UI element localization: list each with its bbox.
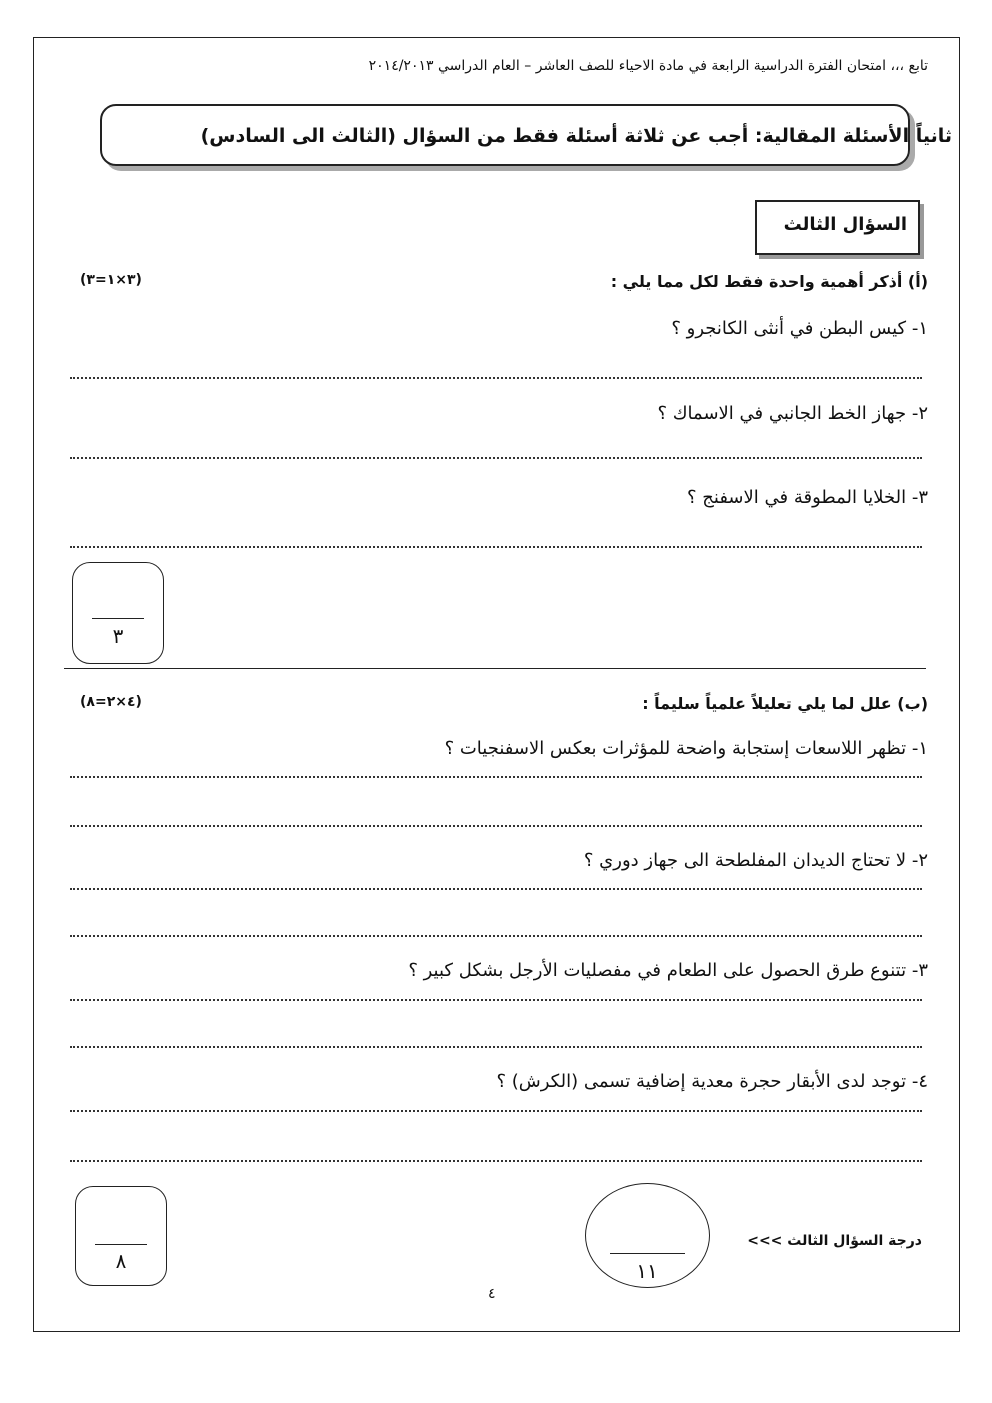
answer-line[interactable] [70, 1046, 922, 1048]
total-score-label: درجة السؤال الثالث >>> [747, 1233, 922, 1249]
total-score: ١١ [636, 1259, 658, 1283]
answer-line[interactable] [70, 377, 922, 379]
answer-line[interactable] [70, 1110, 922, 1112]
part-b-item-1: ١- تظهر اللاسعات إستجابة واضحة للمؤثرات بعكس الاسفنجيات ؟ [444, 738, 928, 759]
answer-line[interactable] [70, 999, 922, 1001]
part-b-item-4: ٤- توجد لدى الأبقار حجرة معدية إضافية تسمى (الكرش) ؟ [496, 1071, 928, 1092]
part-a-score-box [72, 562, 164, 664]
score-divider [610, 1253, 685, 1254]
part-a-heading: (أ) أذكر أهمية واحدة فقط لكل مما يلي : [610, 272, 928, 291]
answer-line[interactable] [70, 888, 922, 890]
part-a-marks: (٣×١=٣) [80, 272, 142, 288]
part-b-item-2: ٢- لا تحتاج الديدان المفلطحة الى جهاز دوري ؟ [583, 850, 928, 871]
part-a-item-1: ١- كيس البطن في أنثى الكانجرو ؟ [671, 318, 928, 339]
answer-line[interactable] [70, 935, 922, 937]
score-divider [95, 1244, 147, 1245]
section-title: ثانياً الأسئلة المقالية: أجب عن ثلاثة أسئلة فقط من السؤال (الثالث الى السادس) [200, 125, 952, 147]
score-divider [92, 618, 144, 619]
part-a-score: ٣ [112, 624, 124, 648]
answer-line[interactable] [70, 776, 922, 778]
part-a-item-3: ٣- الخلايا المطوقة في الاسفنج ؟ [687, 487, 928, 508]
question-label: السؤال الثالث [783, 214, 907, 235]
answer-line[interactable] [70, 546, 922, 548]
answer-line[interactable] [70, 457, 922, 459]
page-number: ٤ [488, 1286, 496, 1302]
section-separator [64, 668, 926, 669]
answer-line[interactable] [70, 825, 922, 827]
part-b-item-3: ٣- تتنوع طرق الحصول على الطعام في مفصليات الأرجل بشكل كبير ؟ [408, 960, 928, 981]
part-b-score: ٨ [115, 1249, 127, 1273]
exam-header: تابع ،،، امتحان الفترة الدراسية الرابعة في مادة الاحياء للصف العاشر – العام الدراسي ٢٠١٤/٢٠١٣ [368, 58, 928, 74]
part-b-marks: (٤×٢=٨) [80, 694, 142, 710]
part-b-heading: (ب) علل لما يلي تعليلاً علمياً سليماً : [642, 694, 928, 713]
part-a-item-2: ٢- جهاز الخط الجانبي في الاسماك ؟ [657, 403, 928, 424]
answer-line[interactable] [70, 1160, 922, 1162]
